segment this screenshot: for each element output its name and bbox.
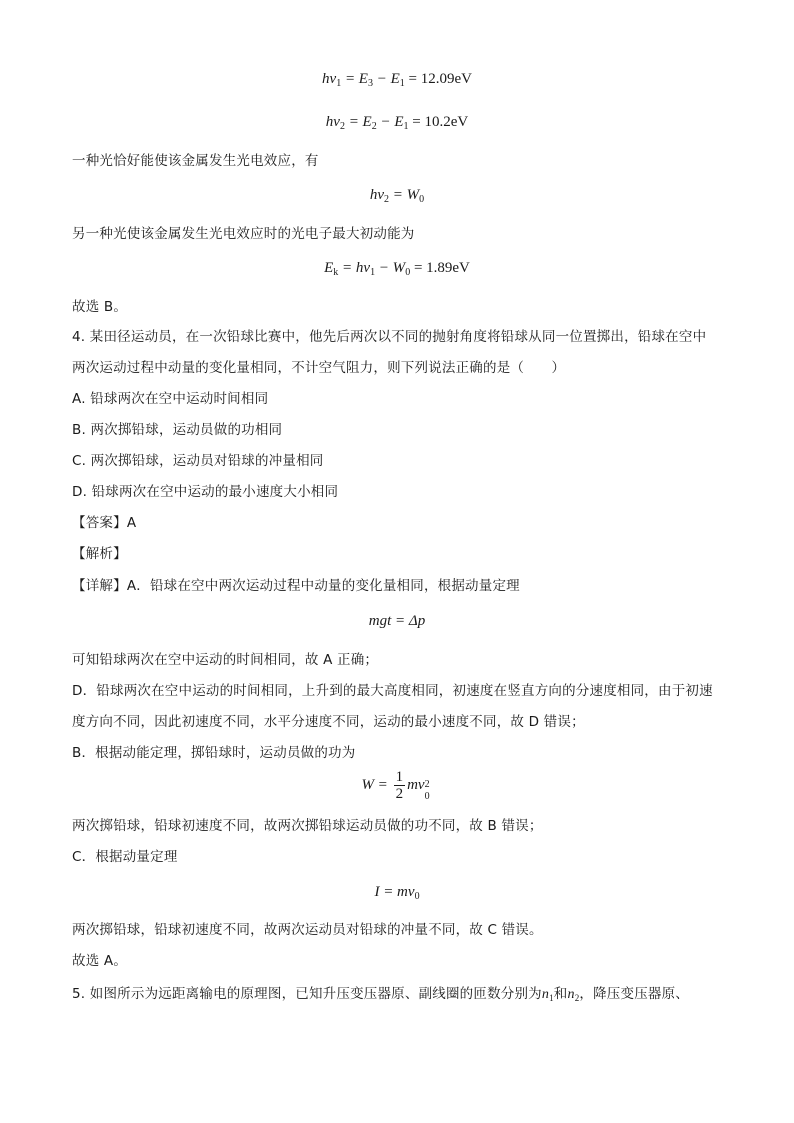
text-line: 可知铅球两次在空中运动的时间相同，故 A 正确； — [72, 652, 379, 668]
equation-work-function: $hv_2 = W_0$ — [369, 187, 425, 205]
equation-kinetic-energy: $E_k = hv_1 - W_0 = 1.89eV$ — [324, 260, 470, 278]
text-line: 度方向不同，因此初速度不同，水平分速度不同，运动的最小速度不同，故 D 错误； — [72, 714, 585, 730]
text-line: 一种光恰好能使该金属发生光电效应，有 — [72, 153, 319, 169]
equation-work-energy: W = $\frac{1}{2}$ mv 2 0 — [361, 769, 430, 802]
text-line: 另一种光使该金属发生光电效应时的光电子最大初动能为 — [72, 226, 415, 242]
equation-impulse: $I = mv_0$ — [374, 884, 420, 902]
detail-label: 【详解】 — [72, 578, 127, 594]
text-line: C．根据动量定理 — [72, 849, 178, 865]
text-line: 故选 B。 — [72, 299, 128, 315]
text-line: D．铅球两次在空中运动的时间相同，上升到的最大高度相同，初速度在竖直方向的分速度相同，由于初速 — [72, 683, 713, 699]
option-a: A. 铅球两次在空中运动时间相同 — [72, 391, 269, 407]
option-c: C. 两次掷铅球，运动员对铅球的冲量相同 — [72, 453, 324, 469]
analysis-label: 【解析】 — [72, 546, 127, 562]
fraction: $\frac{1}{2}$ — [395, 769, 404, 802]
text-line: 两次掷铅球，铅球初速度不同，故两次掷铅球运动员做的功不同，故 B 错误； — [72, 818, 543, 834]
answer-value: A — [126, 515, 137, 531]
option-b: B. 两次掷铅球，运动员做的功相同 — [72, 422, 283, 438]
question-5-line-1: 5. 如图所示为远距离输电的原理图，已知升压变压器原、副线圈的匝数分别为$n_1$和$n_2$，降压变压器原、 — [72, 986, 689, 1003]
text-line: B．根据动能定理，掷铅球时，运动员做的功为 — [72, 745, 356, 761]
text-line: 故选 A。 — [72, 953, 128, 969]
question-4-line-2: 两次运动过程中动量的变化量相同，不计空气阻力，则下列说法正确的是（ ） — [72, 360, 566, 376]
text-line: 两次掷铅球，铅球初速度不同，故两次运动员对铅球的冲量不同，故 C 错误。 — [72, 922, 543, 938]
answer-label: 【答案】 — [72, 515, 127, 531]
detail-text: A．铅球在空中两次运动过程中动量的变化量相同，根据动量定理 — [126, 578, 520, 594]
detail-line — [72, 576, 520, 596]
question-4-line-1: 4. 某田径运动员，在一次铅球比赛中，他先后两次以不同的抛射角度将铅球从同一位置掷出，铅球在空中 — [72, 329, 707, 345]
equation-momentum-theorem: mgt = Δp — [368, 613, 426, 629]
option-d: D. 铅球两次在空中运动的最小速度大小相同 — [72, 484, 339, 500]
equation-photon-energy-1: $h\nu_1 = E_3 - E_1 = 12.09eV$ — [322, 71, 472, 89]
answer-line — [72, 513, 136, 533]
equation-photon-energy-2: $h\nu_2 = E_2 - E_1 = 10.2eV$ — [325, 114, 469, 132]
